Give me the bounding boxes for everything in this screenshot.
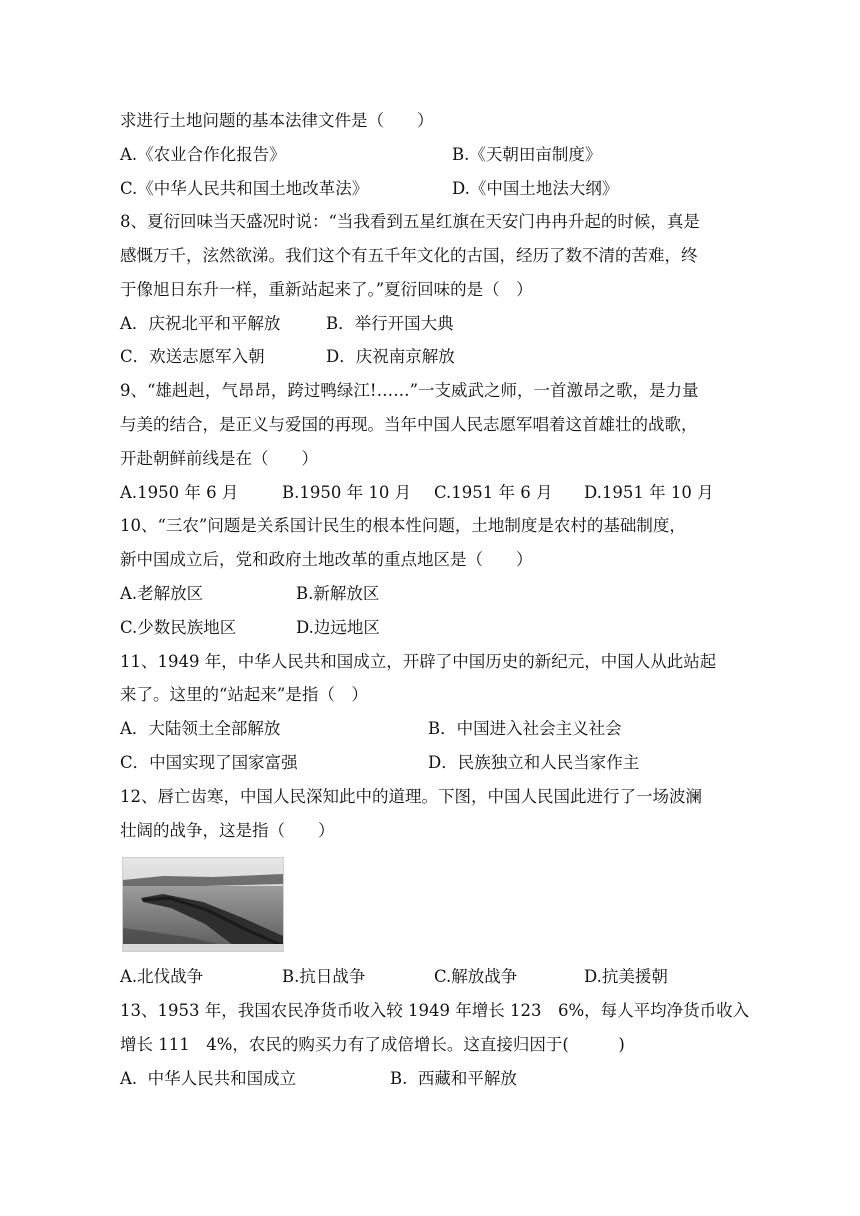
question-12-option-d: D.抗美援朝 <box>584 967 668 986</box>
question-7-option-c: C.《中华人民共和国土地改革法》 <box>120 179 369 198</box>
question-9-line-3: 开赴朝鲜前线是在（ ） <box>120 449 318 468</box>
question-13-line-1: 13、1953 年，我国农民净货币收入较 1949 年增长 123 6%，每人平均净货币收入 <box>120 1001 750 1020</box>
question-11-line-1: 11、1949 年，中华人民共和国成立，开辟了中国历史的新纪元，中国人从此站起 <box>120 652 717 671</box>
question-13-option-b: B. 西藏和平解放 <box>390 1069 517 1088</box>
question-8-line-2: 感慨万千，泫然欲涕。我们这个有五千年文化的古国，经历了数不清的苦难，终 <box>120 246 698 265</box>
question-8-option-b: B．举行开国大典 <box>326 314 454 333</box>
question-13-line-2: 增长 111 4%，农民的购买力有了成倍增长。这直接归因于( ) <box>120 1035 625 1054</box>
question-10-option-c: C.少数民族地区 <box>120 618 237 637</box>
question-9-option-d: D.1951 年 10 月 <box>584 483 714 502</box>
question-9-line-2: 与美的结合，是正义与爱国的再现。当年中国人民志愿军唱着这首雄壮的战歌， <box>120 415 698 434</box>
question-11-option-b: B．中国进入社会主义社会 <box>428 719 622 738</box>
question-8-line-1: 8、夏衍回味当天盛况时说：“当我看到五星红旗在天安门冉冉升起的时候，真是 <box>120 212 700 231</box>
question-10-option-a: A.老解放区 <box>120 584 204 603</box>
question-12-line-1: 12、唇亡齿寒，中国人民深知此中的道理。下图，中国人民国此进行了一场波澜 <box>120 787 702 806</box>
question-10-line-2: 新中国成立后，党和政府土地改革的重点地区是（ ） <box>120 550 533 569</box>
question-11-option-c: C．中国实现了国家富强 <box>120 753 298 772</box>
question-12-line-2: 壮阔的战争，这是指（ ） <box>120 821 335 840</box>
question-10-option-b: B.新解放区 <box>296 584 380 603</box>
question-11-option-d: D．民族独立和人民当家作主 <box>428 753 640 772</box>
question-9-option-b: B.1950 年 10 月 <box>282 483 412 502</box>
question-10-line-1: 10、“三农”问题是关系国计民生的根本性问题，土地制度是农村的基础制度， <box>120 516 686 535</box>
question-7-option-b: B.《天朝田亩制度》 <box>452 145 602 164</box>
question-8-option-d: D．庆祝南京解放 <box>326 347 455 366</box>
question-8-line-3: 于像旭日东升一样，重新站起来了。”夏衍回味的是（ ） <box>120 280 533 299</box>
question-8-option-a: A．庆祝北平和平解放 <box>120 314 281 333</box>
question-7-option-a: A.《农业合作化报告》 <box>120 145 286 164</box>
question-12-option-a: A.北伐战争 <box>120 967 204 986</box>
question-11-option-a: A．大陆领土全部解放 <box>120 719 281 738</box>
question-9-line-1: 9、“雄赳赳，气昂昂，跨过鸭绿江!……”一支威武之师，一首激昂之歌，是力量 <box>120 381 699 400</box>
question-12-option-b: B.抗日战争 <box>282 967 366 986</box>
question-11-line-2: 来了。这里的“站起来”是指（ ） <box>120 685 368 704</box>
question-7-stem: 求进行土地问题的基本法律文件是（ ） <box>120 111 434 130</box>
question-10-option-d: D.边远地区 <box>296 618 380 637</box>
question-13-option-a: A. 中华人民共和国成立 <box>120 1069 297 1088</box>
question-9-option-c: C.1951 年 6 月 <box>434 483 553 502</box>
question-7-option-d: D.《中国土地法大纲》 <box>452 179 619 198</box>
river-crossing-photo <box>122 857 284 952</box>
question-12-option-c: C.解放战争 <box>434 967 518 986</box>
question-9-option-a: A.1950 年 6 月 <box>120 483 239 502</box>
question-8-option-c: C．欢送志愿军入朝 <box>120 347 265 366</box>
